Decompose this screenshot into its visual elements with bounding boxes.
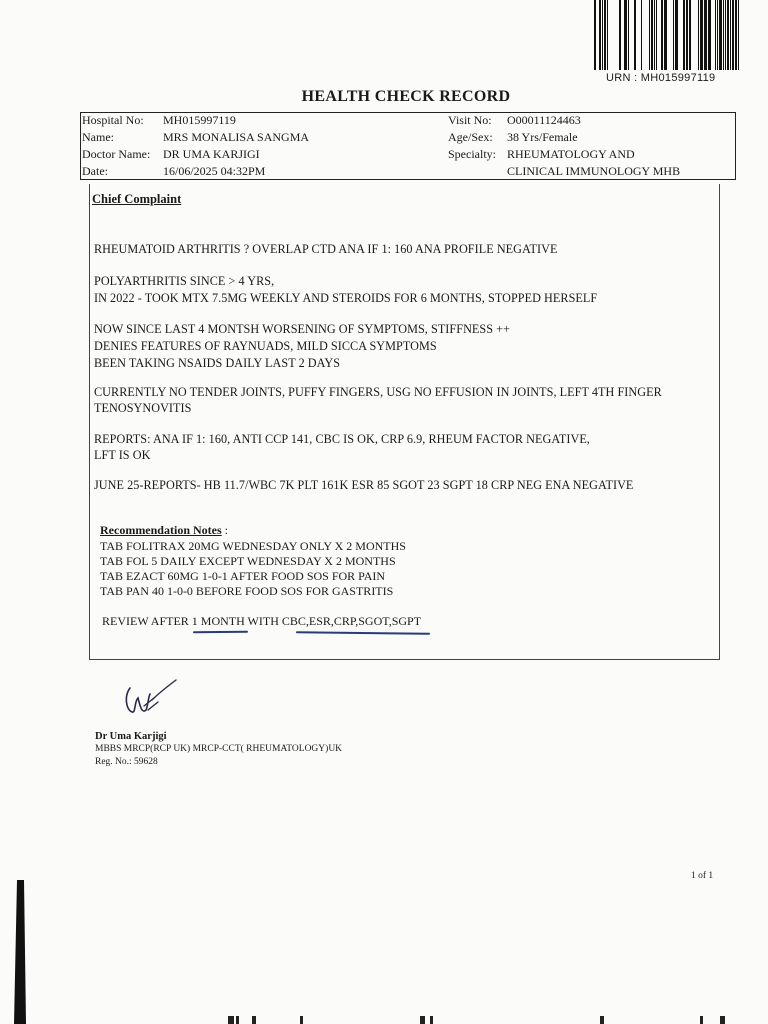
doctor-name-value: DR UMA KARJIGI [163,147,260,161]
doctor-qualifications: MBBS MRCP(RCP UK) MRCP-CCT( RHEUMATOLOGY)UK [95,744,343,754]
specialty-label: Specialty: [448,147,496,161]
recommendation-heading-text: Recommendation Notes [100,523,222,537]
complaint-line: TENOSYNOVITIS [94,401,192,415]
date-value: 16/06/2025 04:32PM [163,164,266,178]
page-title: HEALTH CHECK RECORD [301,88,511,105]
complaint-line: DENIES FEATURES OF RAYNUADS, MILD SICCA SYMPTOMS [94,339,437,353]
name-label: Name: [82,130,114,144]
complaint-line: IN 2022 - TOOK MTX 7.5MG WEEKLY AND STEROIDS FOR 6 MONTHS, STOPPED HERSELF [94,291,598,305]
scan-edge-strip-icon [0,1012,768,1024]
doctor-name-label: Doctor Name: [82,147,151,161]
date-label: Date: [82,164,108,178]
complaint-line: POLYARTHRITIS SINCE > 4 YRS, [94,274,275,288]
chief-complaint-heading: Chief Complaint [92,192,182,206]
complaint-line: JUNE 25-REPORTS- HB 11.7/WBC 7K PLT 161K ESR 85 SGOT 23 SGPT 18 CRP NEG ENA NEGATIVE [94,478,634,492]
age-sex-value: 38 Yrs/Female [507,130,578,144]
visit-no-value: O00011124463 [507,113,581,127]
prescription-item: TAB EZACT 60MG 1-0-1 AFTER FOOD SOS FOR PAIN [100,569,386,583]
prescription-item: TAB FOLITRAX 20MG WEDNESDAY ONLY X 2 MONTHS [100,539,406,553]
hospital-no-value: MH015997119 [163,113,236,127]
patient-name-value: MRS MONALISA SANGMA [163,130,310,144]
age-sex-label: Age/Sex: [448,130,493,144]
complaint-line: RHEUMATOID ARTHRITIS ? OVERLAP CTD ANA IF 1: 160 ANA PROFILE NEGATIVE [94,242,558,256]
signature-icon [118,676,182,726]
hospital-no-label: Hospital No: [82,113,144,127]
complaint-line: CURRENTLY NO TENDER JOINTS, PUFFY FINGERS, USG NO EFFUSION IN JOINTS, LEFT 4TH FINGER [94,385,662,399]
recommendation-heading [100,523,228,538]
doctor-reg-no: Reg. No.: 59628 [95,757,158,767]
page-number: 1 of 1 [691,871,714,881]
doctor-signature-name: Dr Uma Karjigi [95,731,167,742]
specialty-value-line1: RHEUMATOLOGY AND [507,147,635,161]
complaint-line: REPORTS: ANA IF 1: 160, ANTI CCP 141, CBC IS OK, CRP 6.9, RHEUM FACTOR NEGATIVE, [94,432,590,446]
scan-shadow-icon [0,870,40,1024]
complaint-line: BEEN TAKING NSAIDS DAILY LAST 2 DAYS [94,356,341,370]
review-instruction: REVIEW AFTER 1 MONTH WITH CBC,ESR,CRP,SGOT,SGPT [102,614,422,628]
complaint-line: LFT IS OK [94,448,151,462]
recommendation-heading-colon: : [221,523,228,537]
prescription-item: TAB FOL 5 DAILY EXCEPT WEDNESDAY X 2 MONTHS [100,554,396,568]
prescription-item: TAB PAN 40 1-0-0 BEFORE FOOD SOS FOR GASTRITIS [100,584,394,598]
complaint-line: NOW SINCE LAST 4 MONTSH WORSENING OF SYMPTOMS, STIFFNESS ++ [94,322,511,336]
barcode-icon [592,0,748,72]
urn-label: URN : MH015997119 [606,72,716,84]
specialty-value-line2: CLINICAL IMMUNOLOGY MHB [507,164,681,178]
visit-no-label: Visit No: [448,113,492,127]
